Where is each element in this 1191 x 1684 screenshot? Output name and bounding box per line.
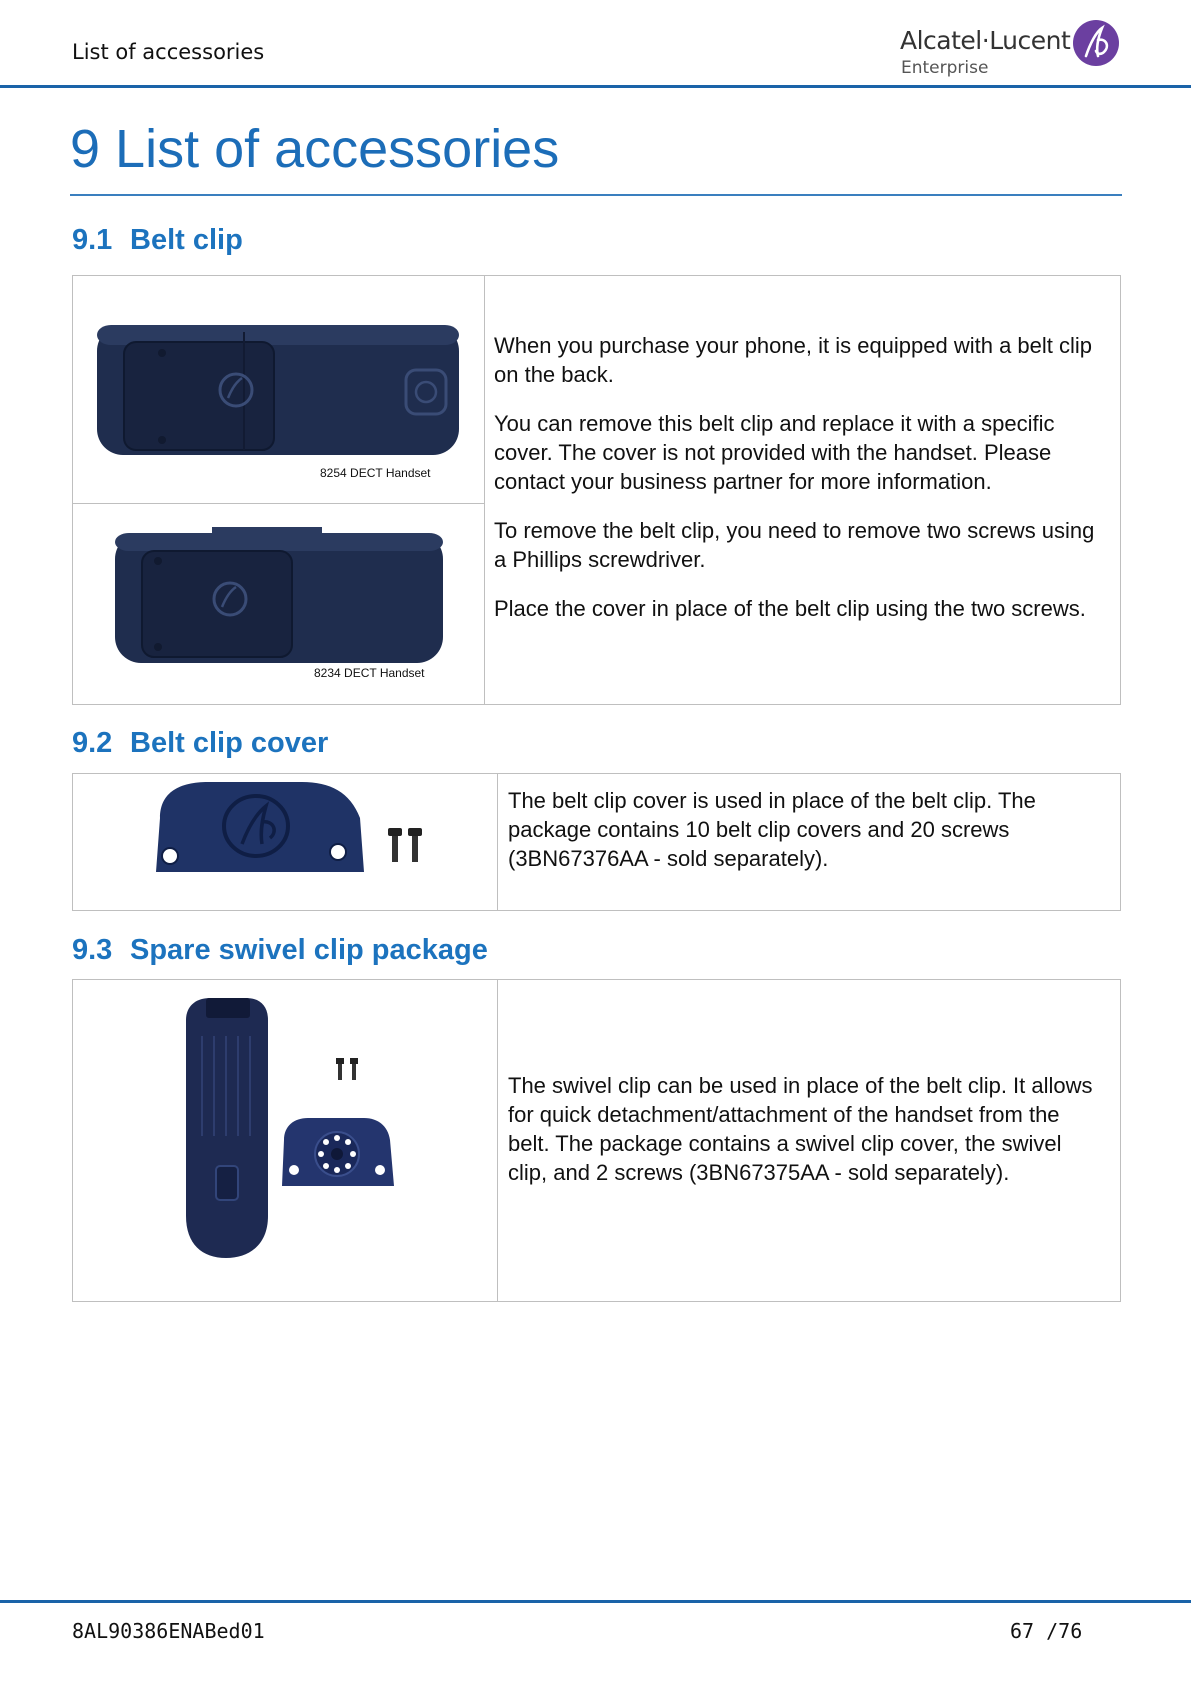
- belt-clip-cover-description: [508, 786, 1106, 893]
- image-caption: 8234 DECT Handset: [314, 666, 425, 680]
- chapter-title: 9 List of accessories: [70, 119, 560, 179]
- logo-mark-icon: [1072, 18, 1120, 68]
- section-title: Belt clip: [130, 224, 243, 256]
- header-rule: [0, 85, 1191, 88]
- logo-subtitle: Enterprise: [901, 58, 989, 78]
- section-number: 9.3: [72, 934, 113, 966]
- paragraph: Place the cover in place of the belt clip using the two screws.: [494, 596, 1086, 621]
- paragraph: When you purchase your phone, it is equipped with a belt clip on the back.: [494, 333, 1093, 387]
- section-number: 9.2: [72, 727, 113, 759]
- paragraph: You can remove this belt clip and replace it with a specific cover. The cover is not provided with the handset. Please contact your business partner for more information.: [494, 411, 1055, 494]
- paragraph: To remove the belt clip, you need to remove two screws using a Phillips screwdriver.: [494, 518, 1095, 572]
- image-caption: 8254 DECT Handset: [320, 466, 431, 480]
- logo-name: Alcatel·Lucent: [900, 26, 1071, 55]
- running-header-title: List of accessories: [72, 40, 265, 64]
- swivel-clip-package-image: [180, 996, 420, 1262]
- paragraph: The belt clip cover is used in place of the belt clip. The package contains 10 belt clip covers and 20 screws (3BN67376AA - sold separately).: [508, 788, 1036, 871]
- document-reference: 8AL90386ENABed01: [72, 1619, 265, 1643]
- table-divider: [484, 275, 485, 705]
- table-divider: [72, 503, 484, 504]
- chapter-rule: [70, 194, 1122, 196]
- company-logo: [900, 18, 1125, 80]
- page-number: 67 /76: [1010, 1619, 1083, 1643]
- handset-8254-image: [94, 320, 464, 460]
- swivel-clip-description: [508, 1071, 1106, 1207]
- footer-rule: [0, 1600, 1191, 1603]
- handset-8234-image: [112, 527, 448, 667]
- belt-clip-cover-image: [152, 778, 432, 874]
- paragraph: The swivel clip can be used in place of the belt clip. It allows for quick detachment/attachment of the handset from the belt. The package contains a swivel clip cover, the swivel clip, and 2 screws (3BN67375AA - sold separately).: [508, 1073, 1093, 1185]
- section-heading-belt-clip-cover: [72, 727, 328, 760]
- section-title: Spare swivel clip package: [130, 934, 488, 966]
- section-title: Belt clip cover: [130, 727, 329, 759]
- belt-clip-description: [494, 331, 1106, 643]
- section-number: 9.1: [72, 224, 113, 256]
- section-heading-swivel-clip: [72, 934, 488, 967]
- table-divider: [497, 979, 498, 1302]
- section-heading-belt-clip: [72, 224, 243, 257]
- table-divider: [497, 773, 498, 911]
